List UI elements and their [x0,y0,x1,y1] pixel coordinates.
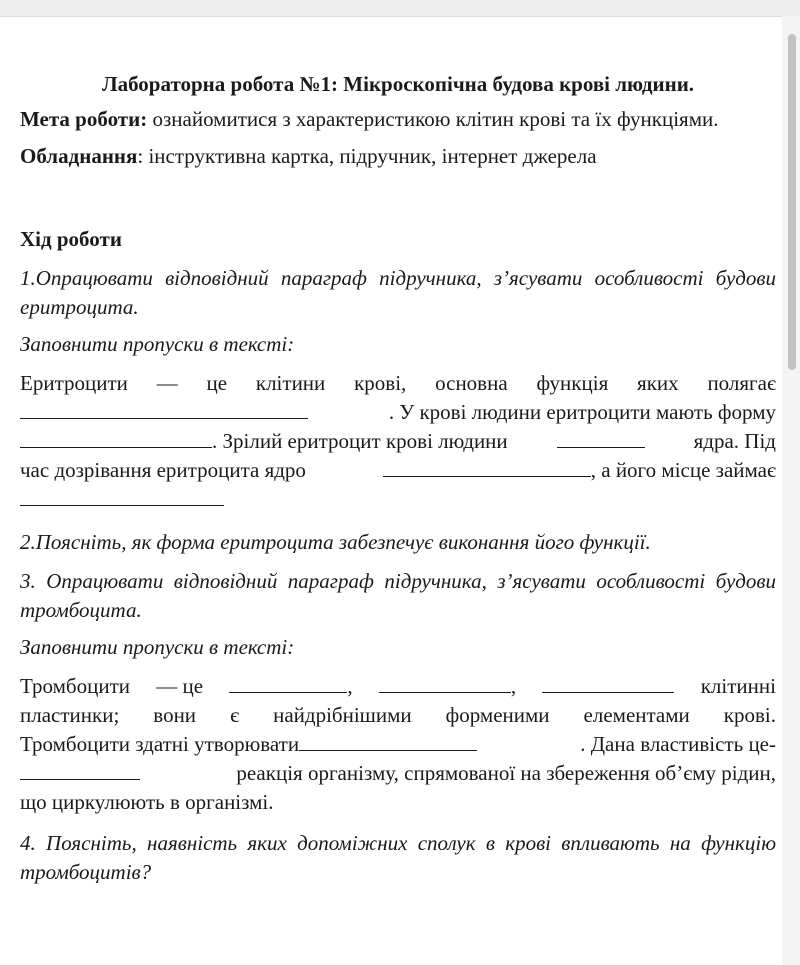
fill-in-instruction-2: Заповнити пропуски в тексті: [20,635,295,659]
erythro-line-3-text: . Зрілий еритроцит крові людини [212,429,508,453]
erythro-line-3-end: ядра. Під [693,429,776,453]
procedure-heading: Хід роботи [20,227,122,251]
erythrocyte-fill-in-text [20,369,776,514]
thrombo-line-1: Тромбоцити — це , , клітинні [20,672,776,701]
erythro-line-4-text: час дозрівання еритроцита ядро [20,458,306,482]
goal-text: ознайомитися з характеристикою клітин крові та їх функціями. [147,107,719,131]
thrombo-line-5: що циркулюють в організмі. [20,790,274,814]
goal-paragraph [20,105,776,134]
task-1: 1.Опрацювати відповідний параграф підручника, з’ясувати особливості будови еритроцита. [20,266,776,319]
browser-top-bar [0,0,800,17]
blank-erythro-function[interactable] [20,400,308,419]
thrombo-line-1-end: клітинні [700,674,776,698]
erythro-line-4 [20,456,776,485]
thrombo-line-1-start: Тромбоцити [20,674,130,698]
task-3: 3. Опрацювати відповідний параграф підручника, з’ясувати особливості будови тромбоцита. [20,569,776,622]
thrombocyte-fill-in-text [20,672,776,817]
thrombo-line-4-text: реакція організму, спрямованої на збереження об’єму рідин, [236,761,776,785]
blank-erythro-shape[interactable] [20,429,212,448]
blank-thrombo-2[interactable] [379,674,511,693]
blank-erythro-nucleus[interactable] [557,429,645,448]
page-title: Лабораторна робота №1: Мікроскопічна будова крові людини. [101,72,695,96]
erythro-line-4-end: , а його місце займає [590,458,776,482]
blank-thrombo-3[interactable] [542,674,674,693]
thrombo-line-3-text: Тромбоцити здатні утворювати [20,732,300,756]
equipment-paragraph [20,142,776,171]
erythro-line-1: Еритроцити — це клітини крові, основна функція яких полягає [20,371,776,395]
blank-thrombo-reaction[interactable] [20,761,140,780]
scrollbar-thumb[interactable] [788,34,796,370]
thrombo-line-3 [20,730,776,759]
thrombo-line-3-end: . Дана властивість це- [580,732,776,756]
blank-erythro-replacement[interactable] [20,487,224,506]
equipment-text: : інструктивна картка, підручник, інтернет джерела [137,144,597,168]
equipment-label: Обладнання [20,144,138,168]
erythro-line-5 [20,485,776,514]
erythro-line-2 [20,398,776,427]
blank-thrombo-1[interactable] [229,674,347,693]
thrombo-line-2: пластинки; вони є найдрібнішими форменими елементами крові. [20,703,776,727]
erythro-line-2-text: . У крові людини еритроцити мають форму [388,400,776,424]
thrombo-line-4 [20,759,776,788]
blank-erythro-nucleus-fate[interactable] [383,458,591,477]
scrollbar[interactable] [782,16,800,965]
task-2: 2.Поясніть, як форма еритроцита забезпечує виконання його функції. [20,530,651,554]
fill-in-instruction-1: Заповнити пропуски в тексті: [20,332,295,356]
blank-thrombo-property[interactable] [299,732,477,751]
erythro-line-3 [20,427,776,456]
goal-label: Мета роботи: [20,107,148,131]
task-4: 4. Поясніть, наявність яких допоміжних сполук в крові впливають на функцію тромбоцитів? [20,831,776,884]
thrombo-line-1-dash: — це [156,674,204,698]
document-page [20,70,776,887]
